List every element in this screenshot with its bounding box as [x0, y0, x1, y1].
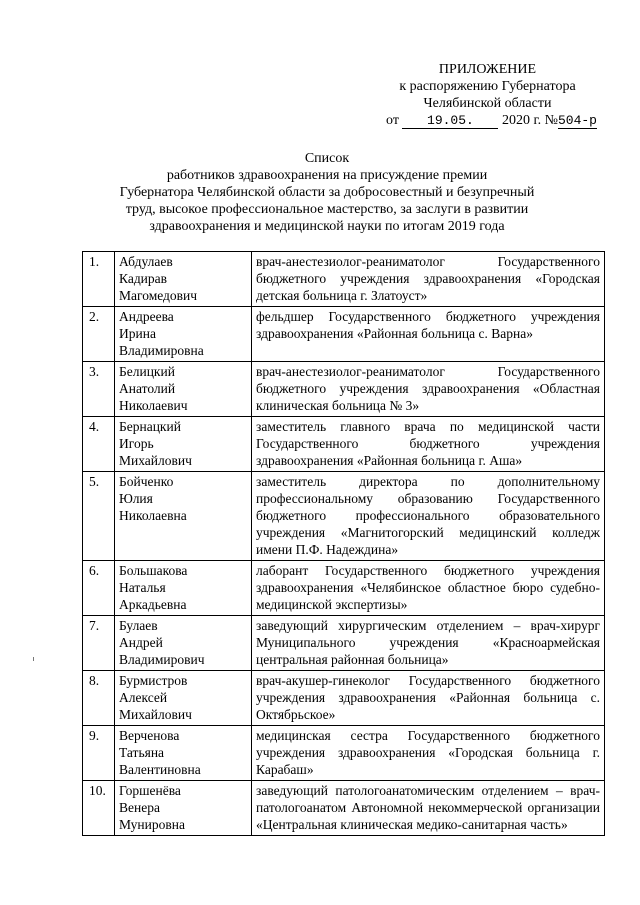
surname: Бойченко: [119, 474, 174, 489]
date-prefix: от: [386, 113, 399, 128]
patronymic: Магомедович: [119, 288, 198, 303]
awards-table: [82, 251, 605, 836]
date-value: 19.05.: [402, 113, 498, 129]
person-name: [115, 671, 252, 726]
first-name: Анатолий: [119, 381, 176, 396]
position-description: врач-акушер-гинеколог Государственного бюджетного учреждения здравоохранения «Районная больница с. Октябрьское»: [252, 671, 605, 726]
first-name: Венера: [119, 800, 160, 815]
patronymic: Владимировна: [119, 343, 204, 358]
appendix-header: [380, 61, 595, 129]
scan-mark: [33, 657, 34, 661]
patronymic: Аркадьевна: [119, 597, 187, 612]
row-number: 9.: [83, 726, 115, 781]
list-title-line-2: Губернатора Челябинской области за добросовестный и безупречный: [119, 185, 535, 200]
first-name: Ирина: [119, 326, 156, 341]
surname: Верченова: [119, 728, 180, 743]
first-name: Наталья: [119, 580, 166, 595]
table-row: [83, 417, 605, 472]
year-text: 2020 г. №: [501, 113, 558, 128]
first-name: Кадирав: [119, 271, 168, 286]
appendix-date-line: [380, 112, 595, 129]
person-name: [115, 252, 252, 307]
first-name: Юлия: [119, 491, 153, 506]
table-row: [83, 472, 605, 561]
first-name: Андрей: [119, 635, 163, 650]
appendix-title: ПРИЛОЖЕНИЕ: [438, 62, 537, 77]
row-number: 4.: [83, 417, 115, 472]
table-row: [83, 307, 605, 362]
row-number: 8.: [83, 671, 115, 726]
position-description: лаборант Государственного бюджетного учреждения здравоохранения «Челябинское областное бюро судебно-медицинской экспертизы»: [252, 561, 605, 616]
position-description: заведующий хирургическим отделением – врач-хирург Муниципального учреждения «Красноармейская центральная районная больница»: [252, 616, 605, 671]
patronymic: Михайлович: [119, 707, 192, 722]
row-number: 6.: [83, 561, 115, 616]
surname: Абдулаев: [119, 254, 173, 269]
position-description: фельдшер Государственного бюджетного учреждения здравоохранения «Районная больница с. Варна»: [252, 307, 605, 362]
table-row: [83, 561, 605, 616]
list-title-line-4: здравоохранения и медицинской науки по итогам 2019 года: [149, 219, 505, 234]
person-name: [115, 781, 252, 836]
surname: Булаев: [119, 618, 158, 633]
table-row: [83, 781, 605, 836]
table-row: [83, 671, 605, 726]
surname: Андреева: [119, 309, 174, 324]
position-description: заместитель главного врача по медицинской части Государственного бюджетного учреждения здравоохранения «Районная больница г. Аша»: [252, 417, 605, 472]
list-title: [92, 150, 562, 235]
patronymic: Михайлович: [119, 453, 192, 468]
person-name: [115, 616, 252, 671]
surname: Белицкий: [119, 364, 175, 379]
list-title-line-3: труд, высокое профессиональное мастерство, за заслуги в развитии: [125, 202, 529, 217]
table-row: [83, 362, 605, 417]
person-name: [115, 726, 252, 781]
table-row: [83, 726, 605, 781]
appendix-line-1: к распоряжению Губернатора: [399, 79, 576, 94]
row-number: 10.: [83, 781, 115, 836]
position-description: медицинская сестра Государственного бюджетного учреждения здравоохранения «Городская больница г. Карабаш»: [252, 726, 605, 781]
row-number: 1.: [83, 252, 115, 307]
surname: Большакова: [119, 563, 188, 578]
first-name: Игорь: [119, 436, 154, 451]
person-name: [115, 417, 252, 472]
row-number: 5.: [83, 472, 115, 561]
surname: Горшенёва: [119, 783, 181, 798]
appendix-line-2: Челябинской области: [423, 96, 552, 111]
surname: Бурмистров: [119, 673, 188, 688]
patronymic: Валентиновна: [119, 762, 201, 777]
order-number: 504-р: [557, 113, 597, 128]
position-description: врач-анестезиолог-реаниматолог Государственного бюджетного учреждения здравоохранения «Городская детская больница г. Златоуст»: [252, 252, 605, 307]
list-title-line-1: работников здравоохранения на присуждение премии: [166, 168, 488, 183]
patronymic: Мунировна: [119, 817, 185, 832]
patronymic: Владимирович: [119, 652, 205, 667]
position-description: заместитель директора по дополнительному профессиональному образованию Государственного бюджетного профессионального образовательного учреждения «Магнитогорский медицинский колледж имени П.Ф. Надеждина»: [252, 472, 605, 561]
table-row: [83, 616, 605, 671]
person-name: [115, 362, 252, 417]
list-title-word: Список: [304, 151, 350, 166]
row-number: 7.: [83, 616, 115, 671]
person-name: [115, 561, 252, 616]
person-name: [115, 307, 252, 362]
table-row: [83, 252, 605, 307]
row-number: 3.: [83, 362, 115, 417]
row-number: 2.: [83, 307, 115, 362]
surname: Бернацкий: [119, 419, 181, 434]
first-name: Татьяна: [119, 745, 165, 760]
position-description: заведующий патологоанатомическим отделением – врач-патологоанатом Автономной некоммерческой организации «Центральная клиническая медико-санитарная часть»: [252, 781, 605, 836]
person-name: [115, 472, 252, 561]
position-description: врач-анестезиолог-реаниматолог Государственного бюджетного учреждения здравоохранения «Областная клиническая больница № 3»: [252, 362, 605, 417]
first-name: Алексей: [119, 690, 168, 705]
patronymic: Николаевич: [119, 398, 188, 413]
patronymic: Николаевна: [119, 508, 187, 523]
